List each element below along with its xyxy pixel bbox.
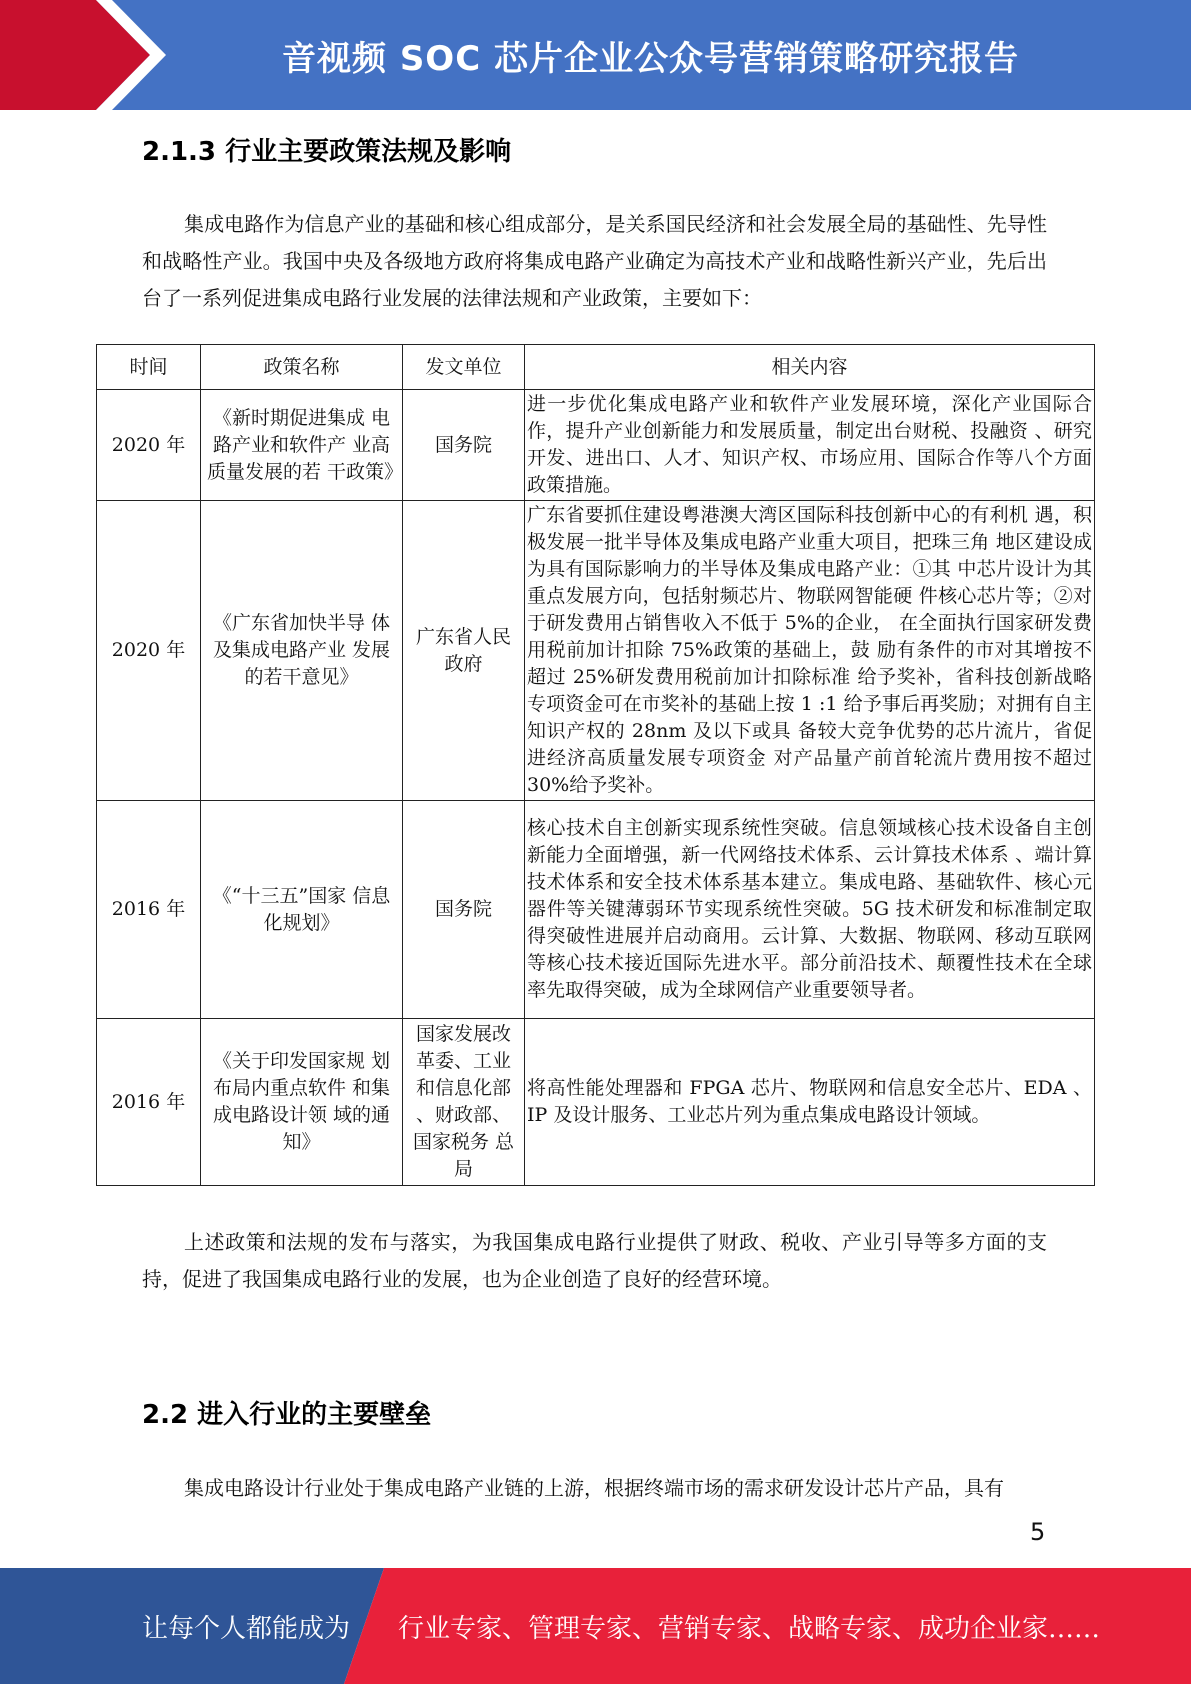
section-intro-paragraph: 集成电路作为信息产业的基础和核心组成部分，是关系国民经济和社会发展全局的基础性、先导性和战略性产业。我国中央及各级地方政府将集成电路产业确定为高技术产业和战略性新兴产业，先后出台了一系列促进集成电路行业发展的法律法规和产业政策，主要如下： [142,212,1047,310]
cell-policy-name: 《广东省加快半导 体及集成电路产业 发展的若干意见》 [201,501,403,801]
cell-issuer: 广东省人民政府 [403,501,525,801]
summary-paragraph: 上述政策和法规的发布与落实，为我国集成电路行业提供了财政、税收、产业引导等多方面的支持，促进了我国集成电路行业的发展，也为企业创造了良好的经营环境。 [142,1230,1047,1291]
table-row [97,801,1095,1019]
cell-time: 2016 年 [97,1019,201,1186]
cell-content: 广东省要抓住建设粤港澳大湾区国际科技创新中心的有利机 遇，积极发展一批半导体及集成电路产业重大项目，把珠三角 地区建设成为具有国际影响力的半导体及集成电路产业：①其 中芯片设计为其重点发展方向，包括射频芯片、物联网智能硬 件核心芯片等；②对于研发费用占销售收入不低于 5%的企业， 在全面执行国家研发费用税前加计扣除 75%政策的基础上，鼓 励有条件的市对其增按不超过 25%研发费用税前加计扣除标准 给予奖补，省科技创新战略专项资金可在市奖补的基础上按 1 :1 给予事后再奖励；对拥有自主知识产权的 28nm 及以下或具 备较大竞争优势的芯片流片，省促进经济高质量发展专项资金 对产品量产前首轮流片费用按不超过 30%给予奖补。 [525,501,1095,801]
cell-content: 进一步优化集成电路产业和软件产业发展环境，深化产业国际合作，提升产业创新能力和发展质量，制定出台财税、投融资 、研究开发、进出口、人才、知识产权、市场应用、国际合作等八个方面政策措施。 [525,390,1095,501]
cell-issuer: 国家发展改革委、工业和信息化部 、财政部、 国家税务 总局 [403,1019,525,1186]
report-title: 音视频 SOC 芯片企业公众号营销策略研究报告 [281,38,1019,79]
cell-policy-name: 《新时期促进集成 电路产业和软件产 业高质量发展的若 干政策》 [201,390,403,501]
page-footer [0,1568,1191,1684]
cell-time: 2016 年 [97,801,201,1019]
cell-policy-name: 《“十三五”国家 信息化规划》 [201,801,403,1019]
table-row [97,1019,1095,1186]
cell-time: 2020 年 [97,390,201,501]
cell-policy-name: 《关于印发国家规 划布局内重点软件 和集成电路设计领 域的通知》 [201,1019,403,1186]
cell-issuer: 国务院 [403,390,525,501]
section-heading-2-2: 2.2 进入行业的主要壁垒 [142,1400,432,1430]
cell-time: 2020 年 [97,501,201,801]
page-header [0,0,1191,110]
table-row [97,390,1095,501]
section-2-2-intro-paragraph: 集成电路设计行业处于集成电路产业链的上游，根据终端市场的需求研发设计芯片产品，具有 [184,1476,1004,1500]
column-header-policy-name: 政策名称 [201,345,403,390]
column-header-issuer: 发文单位 [403,345,525,390]
section-heading-2-1-3: 2.1.3 行业主要政策法规及影响 [142,137,512,167]
column-header-content: 相关内容 [525,345,1095,390]
column-header-time: 时间 [97,345,201,390]
table-header-row [97,345,1095,390]
table-row [97,501,1095,801]
cell-issuer: 国务院 [403,801,525,1019]
page-number: 5 [1030,1518,1046,1546]
cell-content: 核心技术自主创新实现系统性突破。信息领域核心技术设备自主创新能力全面增强，新一代网络技术体系、云计算技术体系 、端计算技术体系和安全技术体系基本建立。集成电路、基础软件、核心元器件等关键薄弱环节实现系统性突破。5G 技术研发和标准制定取得突破性进展并启动商用。云计算、大数据、物联网、移动互联网等核心技术接近国际先进水平。部分前沿技术、颠覆性技术在全球率先取得突破，成为全球网信产业重要领导者。 [525,801,1095,1019]
footer-slogan-left: 让每个人都能成为 [142,1613,351,1644]
cell-content: 将高性能处理器和 FPGA 芯片、物联网和信息安全芯片、EDA 、IP 及设计服务、工业芯片列为重点集成电路设计领域。 [525,1019,1095,1186]
footer-slogan-right: 行业专家、管理专家、营销专家、战略专家、成功企业家…… [398,1613,1101,1644]
policy-table [96,344,1095,1186]
